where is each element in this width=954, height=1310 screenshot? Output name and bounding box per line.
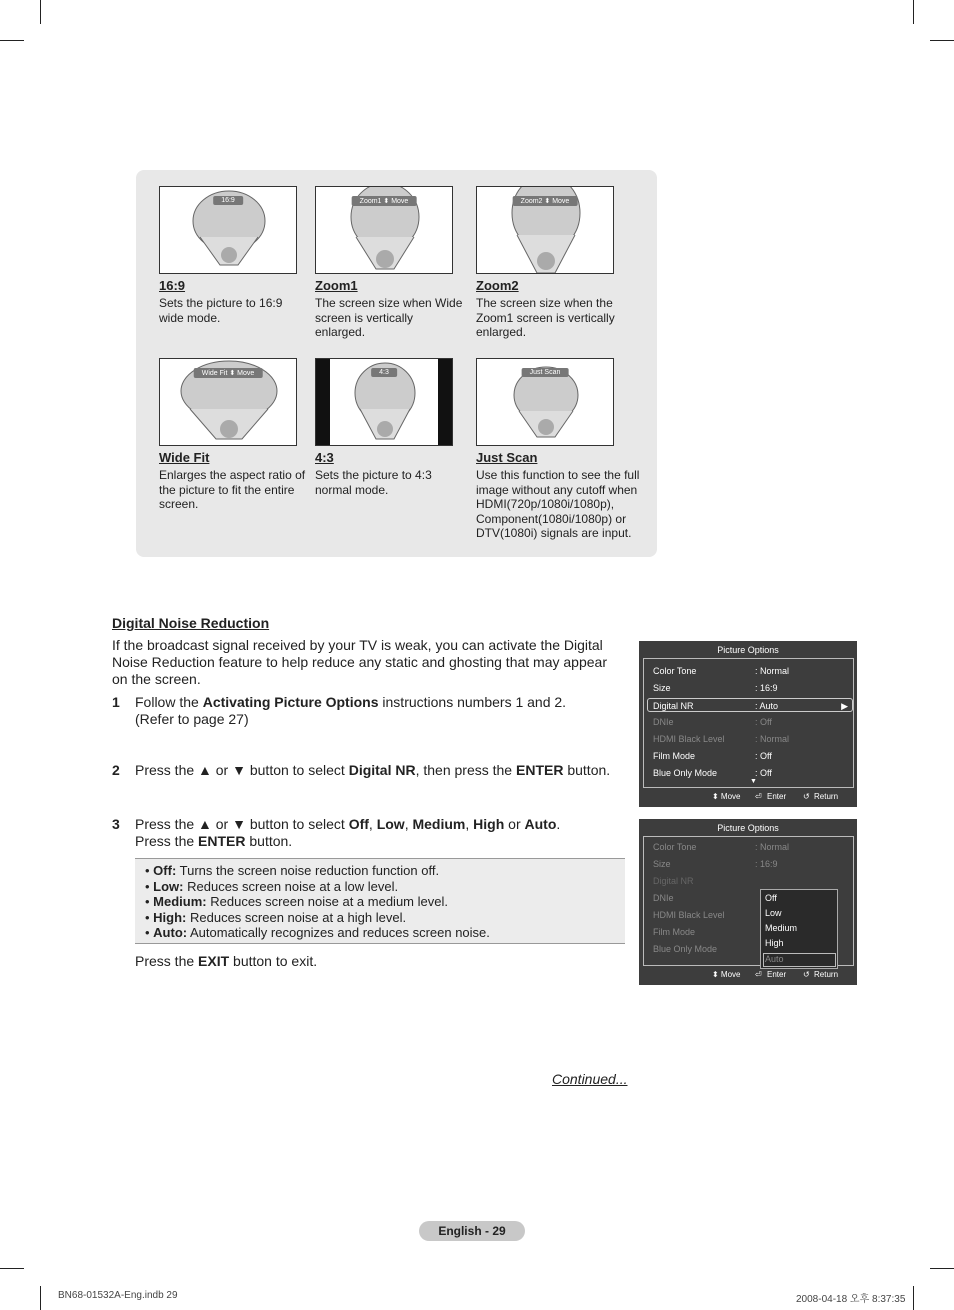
return-icon: ↺	[803, 792, 810, 801]
text-run: , then press the	[415, 762, 516, 778]
crop-mark	[930, 1268, 954, 1269]
text-run: Press the	[135, 953, 199, 969]
arrow-right-icon: ▶	[841, 701, 848, 711]
option-title: Zoom2	[476, 278, 519, 293]
menu-term: Digital NR	[348, 762, 416, 778]
note-item: • High: Reduces screen noise at a high level.	[145, 909, 407, 925]
row-label: HDMI Black Level	[653, 734, 725, 744]
text-run: Follow the	[135, 694, 203, 710]
intro-paragraph: If the broadcast signal received by your TV is weak, you can activate the Digital Noise Reduction feature to help reduce any static and ghosting that may appear on the screen.	[112, 637, 607, 687]
size-option-16-9	[159, 186, 309, 325]
text-run: or	[504, 816, 525, 832]
crop-mark	[913, 0, 914, 24]
text-run: Press the ▲ or ▼ button to select	[135, 762, 349, 778]
dropdown-option-high[interactable]: High	[765, 938, 784, 948]
row-label: Color Tone	[653, 842, 697, 852]
note-text: Reduces screen noise at a low level.	[183, 878, 399, 894]
option-desc: The screen size when Wide screen is vertically enlarged.	[315, 296, 463, 339]
note-text: Turns the screen noise reduction function off.	[176, 863, 440, 878]
row-label: Digital NR	[653, 701, 694, 711]
balloon-thumbnail	[159, 186, 297, 274]
note-item: • Off: Turns the screen noise reduction function off.	[145, 863, 440, 878]
row-label: Size	[653, 683, 671, 693]
option-desc: Enlarges the aspect ratio of the picture to fit the entire screen.	[159, 468, 306, 511]
move-hint: ⬍ Move	[712, 970, 741, 979]
balloon-thumbnail	[315, 358, 453, 446]
button-term: EXIT	[198, 953, 230, 969]
text-run: ,	[465, 816, 474, 832]
note-text: Automatically recognizes and reduces screen noise.	[187, 925, 490, 940]
menu-row-film-mode[interactable]	[649, 749, 849, 763]
row-value: : 16:9	[755, 683, 778, 693]
crop-mark	[930, 40, 954, 41]
return-hint: Return	[814, 792, 839, 801]
option-title: 16:9	[159, 278, 186, 293]
menu-row-blue-only[interactable]	[649, 766, 849, 780]
balloon-thumbnail	[315, 186, 453, 274]
step-number: 3	[112, 816, 120, 832]
note-term: Off:	[153, 863, 177, 878]
note-term: Auto:	[153, 925, 188, 940]
text-run: button to exit.	[229, 953, 318, 969]
row-value: : Normal	[755, 842, 790, 852]
step-2-text	[135, 762, 625, 779]
option-title: 4:3	[315, 450, 334, 465]
row-label: Film Mode	[653, 927, 696, 937]
enter-hint: Enter	[767, 970, 787, 979]
menu-title: Picture Options	[717, 823, 779, 833]
row-value: : Off	[755, 768, 772, 778]
option-desc: Sets the picture to 16:9 wide mode.	[159, 296, 283, 325]
step-1-text	[135, 694, 625, 728]
row-value: : Auto	[755, 701, 779, 711]
size-option-zoom1	[315, 186, 465, 340]
move-hint: ⬍ Move	[712, 792, 741, 801]
option-term: Auto	[524, 816, 557, 832]
crop-mark	[0, 40, 24, 41]
row-value: : Off	[755, 751, 772, 761]
text-run: .	[556, 816, 561, 832]
osd-label: Wide Fit ⬍ Move	[194, 368, 263, 378]
menu-title: Picture Options	[717, 645, 779, 655]
menu-footer	[639, 970, 857, 982]
button-term: ENTER	[516, 762, 564, 778]
balloon-thumbnail	[476, 358, 614, 446]
osd-label: Zoom1 ⬍ Move	[352, 196, 417, 206]
balloon-thumbnail	[476, 186, 614, 274]
osd-label: Zoom2 ⬍ Move	[513, 196, 578, 206]
note-text: Reduces screen noise at a medium level.	[206, 894, 448, 909]
scroll-down-icon: ▼	[750, 778, 757, 785]
balloon-thumbnail	[159, 358, 297, 446]
menu-row-color-tone[interactable]	[649, 840, 849, 854]
row-label: DNIe	[653, 717, 674, 727]
menu-row-digital-nr[interactable]	[647, 698, 853, 712]
enter-hint: Enter	[767, 792, 787, 801]
dropdown-option-auto[interactable]: Auto	[763, 953, 836, 967]
option-title: Just Scan	[476, 450, 538, 465]
notes-box	[135, 858, 625, 944]
tv-menu-screen-1	[639, 641, 857, 807]
step-number: 1	[112, 694, 120, 710]
row-label: Film Mode	[653, 751, 696, 761]
option-term: Off	[348, 816, 369, 832]
return-icon: ↺	[803, 970, 810, 979]
menu-row-dnie[interactable]	[649, 715, 849, 729]
row-label: DNIe	[653, 893, 674, 903]
digital-nr-dropdown	[760, 889, 838, 969]
tv-menu-screen-2	[639, 819, 857, 985]
menu-panel	[643, 836, 854, 966]
text-run: instructions numbers 1 and 2.	[378, 694, 567, 710]
option-term: Low	[376, 816, 405, 832]
osd-label: Just Scan	[522, 368, 569, 377]
row-value: : 16:9	[755, 859, 778, 869]
row-value: : Off	[755, 717, 772, 727]
page-reference: (Refer to page 27)	[135, 711, 249, 727]
option-desc: The screen size when the Zoom1 screen is vertically enlarged.	[476, 296, 615, 339]
enter-icon: ⏎	[755, 792, 762, 801]
size-option-zoom2	[476, 186, 626, 340]
step-3-text	[135, 816, 625, 850]
dropdown-option-medium[interactable]: Medium	[765, 923, 798, 933]
continued-label: Continued...	[552, 1071, 628, 1087]
section-title: Digital Noise Reduction	[112, 615, 270, 631]
menu-panel	[643, 658, 854, 788]
button-term: ENTER	[198, 833, 246, 849]
file-slug: BN68-01532A-Eng.indb 29	[58, 1290, 178, 1301]
row-value: : Normal	[755, 734, 790, 744]
crop-mark	[913, 1286, 914, 1310]
step-number: 2	[112, 762, 120, 778]
crop-mark	[40, 1286, 41, 1310]
option-desc: Use this function to see the full image without any cutoff when HDMI(720p/1080i/1080p), Component(1080i/1080p) or DTV(1080i) signals are input.	[476, 468, 640, 540]
row-label: HDMI Black Level	[653, 910, 725, 920]
note-item: • Medium: Reduces screen noise at a medium level.	[145, 894, 448, 909]
menu-term: Activating Picture Options	[202, 694, 379, 710]
note-term: Low:	[153, 878, 184, 894]
note-term: High:	[153, 909, 187, 925]
option-title: Zoom1	[315, 278, 358, 293]
note-item: • Low: Reduces screen noise at a low level.	[145, 878, 399, 894]
row-label: Size	[653, 859, 671, 869]
row-label: Blue Only Mode	[653, 944, 718, 954]
note-item: • Auto: Automatically recognizes and reduces screen noise.	[145, 925, 490, 940]
menu-row-hdmi-black[interactable]	[649, 732, 849, 746]
dropdown-option-low[interactable]: Low	[765, 908, 782, 918]
enter-icon: ⏎	[755, 970, 762, 979]
crop-mark	[0, 1268, 24, 1269]
size-option-4-3	[315, 358, 465, 497]
text-run: ,	[368, 816, 377, 832]
osd-label: 16:9	[213, 196, 243, 205]
row-label: Digital NR	[653, 876, 694, 886]
menu-footer	[639, 792, 857, 804]
page-number: English - 29	[419, 1221, 525, 1241]
menu-row-color-tone[interactable]	[649, 664, 849, 678]
menu-row-size[interactable]	[649, 857, 849, 871]
note-text: Reduces screen noise at a high level.	[186, 909, 407, 925]
row-label: Color Tone	[653, 666, 697, 676]
size-option-wide-fit	[159, 358, 309, 512]
dropdown-option-off[interactable]: Off	[765, 893, 777, 903]
option-desc: Sets the picture to 4:3 normal mode.	[315, 468, 432, 497]
text-run: Press the ▲ or ▼ button to select	[135, 816, 349, 832]
row-label: Blue Only Mode	[653, 768, 718, 778]
text-run: Press the	[135, 833, 199, 849]
row-value: : Normal	[755, 666, 790, 676]
crop-mark	[40, 0, 41, 24]
menu-row-digital-nr[interactable]	[649, 874, 849, 888]
osd-label: 4:3	[371, 368, 397, 377]
date-slug: 2008-04-18 오후 8:37:35	[796, 1294, 906, 1305]
return-hint: Return	[814, 970, 839, 979]
note-term: Medium:	[153, 894, 207, 909]
option-term: Medium	[412, 816, 466, 832]
text-run: button.	[245, 833, 293, 849]
exit-instruction	[135, 953, 317, 969]
size-option-just-scan	[476, 358, 656, 541]
menu-row-size[interactable]	[649, 681, 849, 695]
text-run: ,	[404, 816, 413, 832]
text-run: button.	[563, 762, 611, 778]
option-title: Wide Fit	[159, 450, 210, 465]
option-term: High	[473, 816, 505, 832]
